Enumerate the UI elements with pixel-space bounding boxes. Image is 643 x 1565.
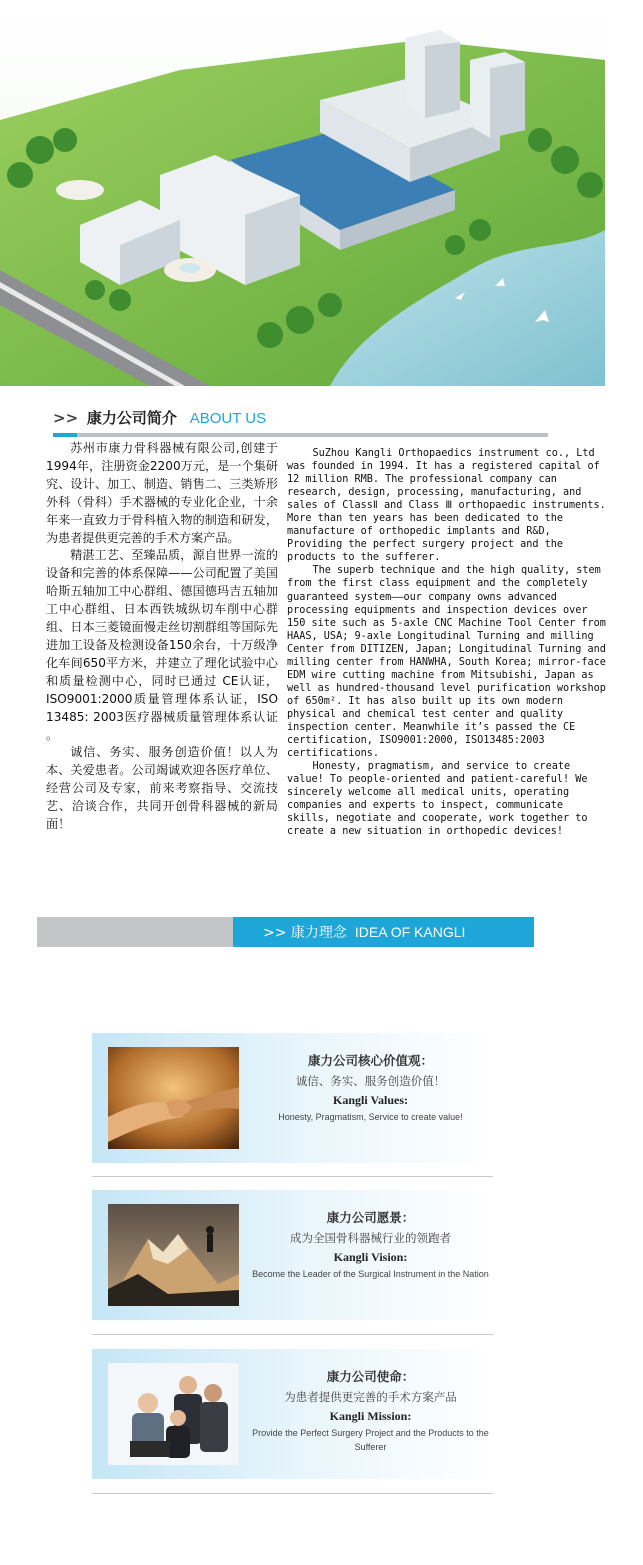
vision-title-en: Kangli Vision: (333, 1250, 408, 1264)
values-title-en: Kangli Values: (332, 1093, 409, 1107)
vision-title-cn: 康力公司愿景： (326, 1210, 415, 1225)
mountain-summit-photo (108, 1204, 239, 1306)
vision-text (252, 1190, 489, 1281)
vision-card (92, 1190, 493, 1320)
about-title-cn: 康力公司简介 (86, 409, 177, 427)
about-text-cn (46, 440, 278, 834)
about-title-en: ABOUT US (189, 410, 267, 427)
double-chevron-icon: >> (53, 409, 79, 427)
about-us-header (53, 405, 548, 437)
mission-text (252, 1349, 489, 1454)
idea-title-en: IDEA OF KANGLI (354, 924, 466, 940)
about-us-title (53, 407, 266, 428)
en-paragraph: Honesty, pragmatism, and service to create value! To people-oriented and patient-careful! We sincerely welcome all medical units, operating companies and experts to inspect, communicate skills, negotiate and cooperate, work together to create a new situation in orthopedic devices! (287, 761, 588, 838)
mission-card (92, 1349, 493, 1479)
cn-paragraph: 精湛工艺、至臻品质，源自世界一流的设备和完善的体系保障——公司配置了美国哈斯五轴加工中心群组、德国德玛吉五轴加工中心群组、日本西铁城纵切车削中心群组、日本三菱镜面慢走丝切割群组等国际先进加工设备及检测设备150余台，十万级净化车间650平方米，并建立了理化试验中心和质量检测中心，同时已通过 CE认证，ISO9001:2000质量管理体系认证，ISO 13485: 2003医疗器械质量管理体系认证 。 (46, 548, 278, 742)
double-chevron-icon: >> (263, 925, 287, 941)
vision-text-cn: 成为全国骨科器械行业的领跑者 (290, 1231, 451, 1245)
vision-text-en: Become the Leader of the Surgical Instrument in the Nation (252, 1269, 489, 1279)
idea-title-cn: 康力理念 (290, 925, 347, 941)
divider (92, 1176, 493, 1177)
mission-title-cn: 康力公司使命： (326, 1369, 415, 1384)
values-text-en: Honesty, Pragmatism, Service to create value! (278, 1112, 463, 1122)
en-paragraph: SuZhou Kangli Orthopaedics instrument co., Ltd was founded in 1994. It has a registered capital of 12 million RMB. The professional company can research, design, processing, manufacturing, and sales of ClassⅡ and Class Ⅲ orthopaedic instruments. More than ten years has been dedicated to the manufacture of orthopedic implants and R&D, Providing the perfect surgery project and the products to the sufferer. (287, 448, 606, 564)
en-paragraph: The superb technique and the high quality, stem from the first class equipment and the completely guaranteed system——our company owns advanced processing equipments and inspection devices over 150 site such as 5-axle CNC Machine Tool Center from HAAS, USA; 9-axle Longitudinal Turning and milling Center from DITIZEN, Japan; Longitudinal Turning and milling center from HANWHA, South Korea; mirror-face EDM wire cutting machine from Mitsubishi, Japan as well as hundred-thousand level purification workshop of 650m². It has also built up its own modern physical and chemical test center and quality inspection center. Meanwhile it’s passed the CE certification, ISO9001:2000, ISO13485:2003 certifications. (287, 565, 606, 760)
mission-text-en: Provide the Perfect Surgery Project and the Products to the Sufferer (252, 1428, 489, 1452)
business-team-photo (108, 1363, 239, 1465)
mission-title-en: Kangli Mission: (329, 1409, 412, 1423)
mission-text-cn: 为患者提供更完善的手术方案产品 (284, 1390, 457, 1404)
values-text (252, 1033, 489, 1124)
factory-aerial-illustration (0, 0, 605, 386)
about-text-en (287, 447, 610, 838)
divider (92, 1493, 493, 1494)
cn-paragraph: 诚信、务实、服务创造价值！以人为本、关爱患者。公司竭诚欢迎各医疗单位、经营公司及专家，前来考察指导、交流技艺、洽谈合作，共同开创骨科器械的新局面！ (46, 745, 278, 832)
values-card (92, 1033, 493, 1163)
divider (92, 1334, 493, 1335)
values-title-cn: 康力公司核心价值观： (307, 1053, 433, 1068)
handshake-photo (108, 1047, 239, 1149)
idea-header-label (233, 917, 534, 947)
header-underline (53, 433, 548, 437)
cn-paragraph: 苏州市康力骨科器械有限公司,创建于1994年，注册资金2200万元，是一个集研究、设计、加工、制造、销售二、三类矫形外科（骨科）手术器械的专业化企业，十余年来一直致力于骨科植入物的制造和研发，为患者提供更完善的手术方案产品。 (46, 441, 278, 545)
idea-header (37, 917, 534, 947)
values-text-cn: 诚信、务实、服务创造价值！ (295, 1074, 446, 1088)
